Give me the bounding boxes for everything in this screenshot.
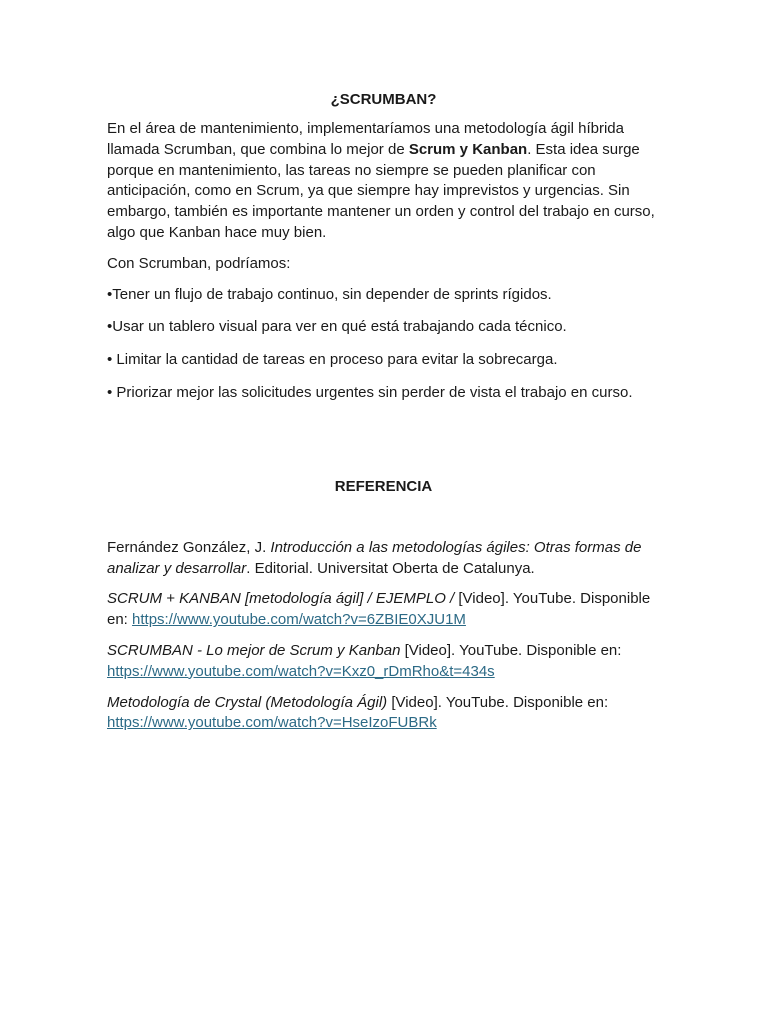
- reference-title: Metodología de Crystal (Metodología Ágil): [107, 693, 388, 711]
- bullet-item: •Tener un flujo de trabajo continuo, sin depender de sprints rígidos.: [107, 285, 552, 303]
- reference-item: [107, 538, 667, 580]
- intro-bold-text: Scrum y Kanban: [408, 140, 528, 158]
- reference-title: SCRUM + KANBAN [metodología ágil] / EJEMPLO /: [107, 590, 459, 608]
- document-body: [107, 89, 667, 744]
- bullet-item: • Limitar la cantidad de tareas en proceso para evitar la sobrecarga.: [107, 351, 558, 369]
- bullet-item: • Priorizar mejor las solicitudes urgentes sin perder de vista el trabajo en curso.: [107, 383, 633, 401]
- reference-link[interactable]: https://www.youtube.com/watch?v=HseIzoFUBRk: [107, 714, 437, 732]
- bullet-list: [107, 285, 667, 404]
- page-title: ¿SCRUMBAN?: [330, 91, 437, 108]
- reference-author: Fernández González, J.: [107, 538, 271, 556]
- reference-item: [107, 693, 667, 735]
- reference-title: Introducción a las metodologías ágiles: Otras formas de analizar y desarrollar: [107, 538, 642, 577]
- bullet-item: •Usar un tablero visual para ver en qué está trabajando cada técnico.: [107, 318, 567, 336]
- reference-title: SCRUMBAN - Lo mejor de Scrum y Kanban: [107, 641, 401, 659]
- lead-paragraph: Con Scrumban, podríamos:: [107, 254, 291, 272]
- references-heading: REFERENCIA: [334, 477, 433, 495]
- reference-details: [Video]. YouTube. Disponible en:: [107, 590, 651, 629]
- intro-paragraph: [107, 119, 667, 244]
- reference-link[interactable]: https://www.youtube.com/watch?v=Kxz0_rDmRho&t=434s: [107, 662, 495, 680]
- reference-item: [107, 641, 667, 683]
- reference-details: [Video]. YouTube. Disponible en:: [400, 641, 622, 659]
- intro-text-start: En el área de mantenimiento, implementaríamos una metodología ágil híbrida llamada Scrumban, que combina lo mejor de: [107, 120, 624, 158]
- reference-list: [107, 538, 667, 734]
- reference-item: [107, 589, 667, 631]
- reference-link[interactable]: https://www.youtube.com/watch?v=6ZBIE0XJU1M: [132, 611, 466, 629]
- reference-details: [Video]. YouTube. Disponible en:: [387, 693, 609, 711]
- reference-details: . Editorial. Universitat Oberta de Catalunya.: [246, 559, 535, 577]
- intro-text-end: . Esta idea surge porque en mantenimiento, las tareas no siempre se pueden planificar con anticipación, como en Scrum, ya que siempre hay imprevistos y urgencias. Sin embargo, también es importante mantener un orden y control del trabajo en curso, algo que Kanban hace muy bien.: [107, 140, 655, 241]
